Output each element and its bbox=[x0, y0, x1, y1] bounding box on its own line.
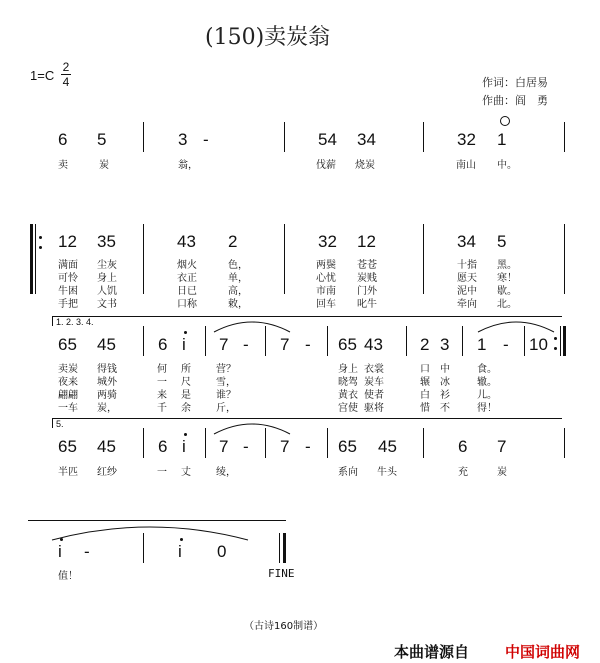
lyric: 斤， bbox=[216, 403, 236, 414]
lyric: 身上 bbox=[338, 364, 358, 375]
lyric: 十指 bbox=[457, 260, 477, 271]
note: 6 bbox=[158, 437, 168, 456]
repeat-start-thick bbox=[30, 224, 33, 294]
lyricist: 作词：白居易 bbox=[482, 76, 548, 89]
lyric: 衫 bbox=[440, 390, 450, 401]
note: 7 bbox=[497, 437, 507, 456]
lyric: 衣正 bbox=[177, 273, 197, 284]
lyric: 北。 bbox=[497, 299, 517, 310]
high-octave-dot bbox=[60, 538, 63, 541]
lyric: 辙。 bbox=[477, 377, 497, 388]
lyric: 手把 bbox=[58, 299, 78, 310]
note: 2 bbox=[228, 232, 238, 251]
lyric: 食。 bbox=[477, 364, 497, 375]
lyric: 系向 bbox=[338, 467, 358, 478]
bar-line bbox=[205, 428, 206, 458]
lyric: 翩翩 bbox=[58, 390, 78, 401]
lyric: 泥中 bbox=[457, 286, 477, 297]
lyric: 何 bbox=[157, 364, 167, 375]
repeat-dot bbox=[554, 337, 557, 340]
bar-line bbox=[143, 533, 144, 563]
lyric: 叱牛 bbox=[357, 299, 377, 310]
bar-line bbox=[143, 122, 144, 152]
bar-line bbox=[406, 326, 407, 356]
note: i bbox=[58, 542, 62, 561]
fermata-mark bbox=[500, 116, 510, 126]
lyric: 丈 bbox=[181, 467, 191, 478]
note: 5 bbox=[497, 232, 507, 251]
lyric: 营？ bbox=[216, 364, 236, 375]
lyric: 愿天 bbox=[457, 273, 477, 284]
lyric: 炭 bbox=[497, 467, 507, 478]
note: 1 bbox=[497, 130, 507, 149]
lyric: 是 bbox=[181, 390, 191, 401]
tie-arc bbox=[476, 318, 556, 334]
lyric: 门外 bbox=[357, 286, 377, 297]
tie-arc bbox=[50, 522, 250, 542]
note: 7 bbox=[219, 335, 229, 354]
lyric: 使者 bbox=[364, 390, 384, 401]
lyric: 市南 bbox=[316, 286, 336, 297]
lyric: 千 bbox=[157, 403, 167, 414]
note: 65 bbox=[58, 437, 77, 456]
repeat-end-thin bbox=[560, 326, 561, 356]
note: 34 bbox=[457, 232, 476, 251]
lyric: 得！ bbox=[477, 403, 497, 414]
lyric: 牛困 bbox=[58, 286, 78, 297]
bar-line bbox=[327, 326, 328, 356]
note: 0 bbox=[217, 542, 227, 561]
volta-label: 1. 2. 3. 4. bbox=[56, 317, 94, 327]
bar-line bbox=[143, 224, 144, 294]
lyric: 值！ bbox=[58, 571, 78, 582]
note-dash: - bbox=[503, 335, 509, 354]
lyric: 炭 bbox=[99, 160, 109, 171]
lyric: 雪， bbox=[216, 377, 236, 388]
bar-line bbox=[143, 428, 144, 458]
high-octave-dot bbox=[184, 433, 187, 436]
note: 6 bbox=[58, 130, 68, 149]
bar-line bbox=[564, 224, 565, 294]
note: 12 bbox=[357, 232, 376, 251]
note: i bbox=[182, 437, 186, 456]
lyric: 辗 bbox=[420, 377, 430, 388]
lyric: 谁？ bbox=[216, 390, 236, 401]
lyric: 一车 bbox=[58, 403, 78, 414]
repeat-start-thin bbox=[35, 224, 36, 294]
lyric: 翁， bbox=[178, 160, 198, 171]
lyric: 白 bbox=[420, 390, 430, 401]
lyric: 宫使 bbox=[338, 403, 358, 414]
lyric: 黄衣 bbox=[338, 390, 358, 401]
repeat-end-thick bbox=[563, 326, 566, 356]
lyric: 高， bbox=[228, 286, 248, 297]
note: 7 bbox=[280, 437, 290, 456]
lyric: 半匹 bbox=[58, 467, 78, 478]
note-dash: - bbox=[305, 437, 311, 456]
lyric: 满面 bbox=[58, 260, 78, 271]
lyric: 苍苍 bbox=[357, 260, 377, 271]
lyric: 驱将 bbox=[364, 403, 384, 414]
time-signature-top: 2 bbox=[62, 60, 70, 74]
lyric: 中 bbox=[440, 364, 450, 375]
note: 43 bbox=[364, 335, 383, 354]
source-note: （古诗160制谱） bbox=[244, 621, 324, 632]
volta-bracket-hook bbox=[52, 316, 53, 326]
lyric: 来 bbox=[157, 390, 167, 401]
lyric: 衣裳 bbox=[364, 364, 384, 375]
lyric: 文书 bbox=[97, 299, 117, 310]
footer-source-label: 本曲谱源自 bbox=[394, 643, 470, 661]
note: 43 bbox=[177, 232, 196, 251]
note: 65 bbox=[338, 437, 357, 456]
bar-line bbox=[423, 428, 424, 458]
time-signature-bottom: 4 bbox=[62, 75, 70, 89]
lyric: 烟火 bbox=[177, 260, 197, 271]
lyric: 伐薪 bbox=[316, 160, 336, 171]
lyric: 不 bbox=[440, 403, 450, 414]
note: 12 bbox=[58, 232, 77, 251]
note: 1 bbox=[477, 335, 487, 354]
bar-line bbox=[564, 428, 565, 458]
bar-line bbox=[143, 326, 144, 356]
tie-arc bbox=[212, 420, 292, 436]
lyric: 炭贱 bbox=[357, 273, 377, 284]
lyric: 儿。 bbox=[477, 390, 497, 401]
lyric: 两骑 bbox=[97, 390, 117, 401]
volta-bracket-hook bbox=[52, 418, 53, 428]
lyric: 惜 bbox=[420, 403, 430, 414]
lyric: 日已 bbox=[177, 286, 197, 297]
note-dash: - bbox=[243, 335, 249, 354]
bar-line bbox=[327, 428, 328, 458]
bar-line bbox=[284, 122, 285, 152]
volta-bracket bbox=[52, 418, 562, 419]
lyric: 身上 bbox=[97, 273, 117, 284]
note: 45 bbox=[97, 437, 116, 456]
note: 65 bbox=[58, 335, 77, 354]
footer-site-link[interactable]: 中国词曲网 bbox=[505, 643, 581, 661]
note: 54 bbox=[318, 130, 337, 149]
final-bar-thick bbox=[283, 533, 286, 563]
note: 3 bbox=[440, 335, 450, 354]
note: 5 bbox=[97, 130, 107, 149]
note-dash: - bbox=[203, 130, 209, 149]
note: 6 bbox=[458, 437, 468, 456]
note: 65 bbox=[338, 335, 357, 354]
note: 2 bbox=[420, 335, 430, 354]
lyric: 余 bbox=[181, 403, 191, 414]
lyric: 卖 bbox=[58, 160, 68, 171]
high-octave-dot bbox=[184, 331, 187, 334]
lyric: 卖炭 bbox=[58, 364, 78, 375]
lyric: 敕， bbox=[228, 299, 248, 310]
lyric: 寒！ bbox=[497, 273, 517, 284]
note: 7 bbox=[280, 335, 290, 354]
lyric: 绫， bbox=[216, 467, 236, 478]
bar-line bbox=[564, 122, 565, 152]
lyric: 色， bbox=[228, 260, 248, 271]
bar-line bbox=[284, 224, 285, 294]
lyric: 人饥 bbox=[97, 286, 117, 297]
lyric: 晓驾 bbox=[338, 377, 358, 388]
bar-line bbox=[423, 224, 424, 294]
lyric: 所 bbox=[181, 364, 191, 375]
lyric: 充 bbox=[458, 467, 468, 478]
lyric: 中。 bbox=[497, 160, 517, 171]
note: 45 bbox=[97, 335, 116, 354]
lyric: 南山 bbox=[456, 160, 476, 171]
lyric: 心忧 bbox=[316, 273, 336, 284]
volta-label: 5. bbox=[56, 419, 64, 429]
bar-line bbox=[205, 326, 206, 356]
bar-line bbox=[462, 326, 463, 356]
note: 10 bbox=[529, 335, 548, 354]
note-dash: - bbox=[84, 542, 90, 561]
lyric: 炭， bbox=[97, 403, 117, 414]
key-signature: 1=C bbox=[30, 68, 55, 83]
lyric: 黑。 bbox=[497, 260, 517, 271]
note: 35 bbox=[97, 232, 116, 251]
note: 45 bbox=[378, 437, 397, 456]
lyric: 得钱 bbox=[97, 364, 117, 375]
repeat-dot bbox=[554, 347, 557, 350]
note-dash: - bbox=[305, 335, 311, 354]
note: 32 bbox=[457, 130, 476, 149]
note: 3 bbox=[178, 130, 188, 149]
lyric: 炭车 bbox=[364, 377, 384, 388]
lyric: 城外 bbox=[97, 377, 117, 388]
note: i bbox=[182, 335, 186, 354]
note: 32 bbox=[318, 232, 337, 251]
note-dash: - bbox=[243, 437, 249, 456]
tie-arc bbox=[212, 318, 292, 334]
lyric: 牵向 bbox=[457, 299, 477, 310]
lyric: 口称 bbox=[177, 299, 197, 310]
lyric: 一 bbox=[157, 377, 167, 388]
lyric: 冰 bbox=[440, 377, 450, 388]
lyric: 红纱 bbox=[97, 467, 117, 478]
lyric: 歇。 bbox=[497, 286, 517, 297]
note: 34 bbox=[357, 130, 376, 149]
lyric: 单， bbox=[228, 273, 248, 284]
note: i bbox=[178, 542, 182, 561]
lyric: 烧炭 bbox=[355, 160, 375, 171]
lyric: 口 bbox=[420, 364, 430, 375]
lyric: 尺 bbox=[181, 377, 191, 388]
repeat-dot bbox=[39, 236, 42, 239]
song-title: (150)卖炭翁 bbox=[205, 25, 331, 50]
composer: 作曲：阎 勇 bbox=[482, 94, 548, 107]
lyric: 夜来 bbox=[58, 377, 78, 388]
lyric: 两鬓 bbox=[316, 260, 336, 271]
lyric: 回车 bbox=[316, 299, 336, 310]
note: 7 bbox=[219, 437, 229, 456]
lyric: 牛头 bbox=[377, 467, 397, 478]
lyric: 尘灰 bbox=[97, 260, 117, 271]
high-octave-dot bbox=[180, 538, 183, 541]
fine-mark: FINE bbox=[268, 567, 295, 580]
volta-bracket bbox=[52, 316, 562, 317]
repeat-dot bbox=[39, 246, 42, 249]
lyric: 可怜 bbox=[58, 273, 78, 284]
bar-line bbox=[423, 122, 424, 152]
final-bar-thin bbox=[279, 533, 280, 563]
ending-bracket bbox=[28, 520, 286, 521]
lyric: 一 bbox=[157, 467, 167, 478]
note: 6 bbox=[158, 335, 168, 354]
